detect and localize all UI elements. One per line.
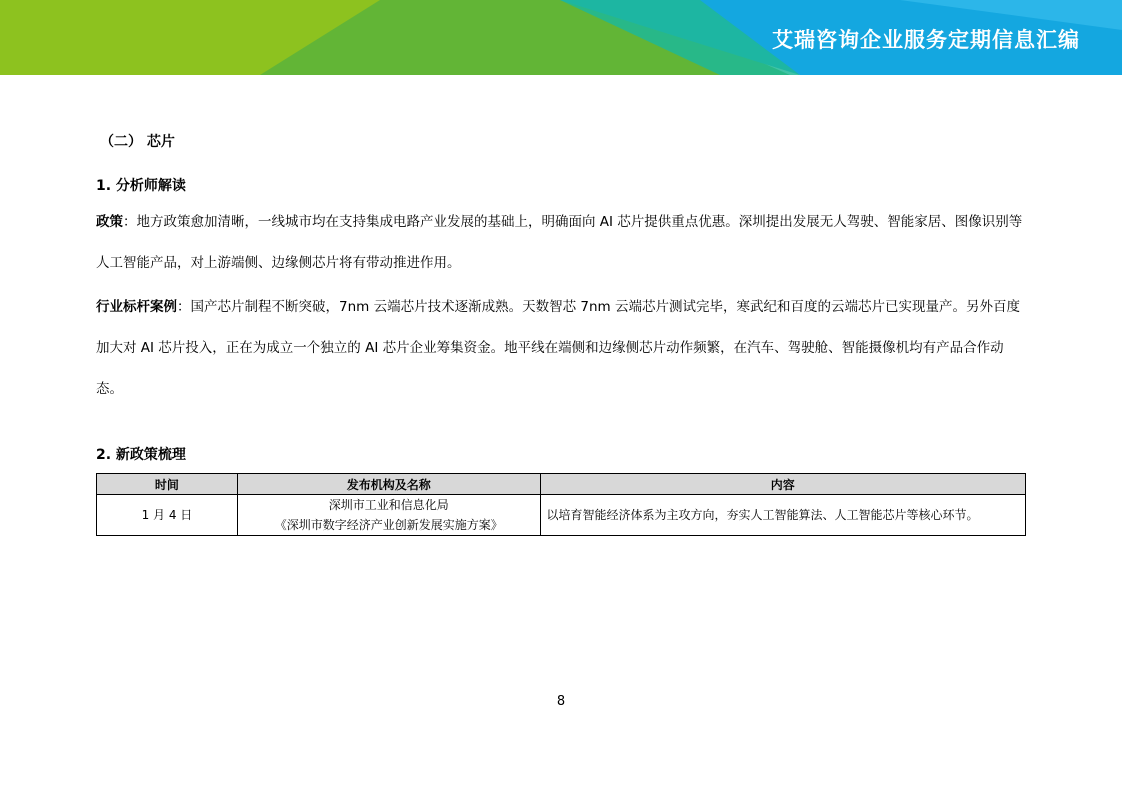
policy-paragraph <box>96 202 1028 284</box>
policy-text: ：地方政策愈加清晰，一线城市均在支持集成电路产业发展的基础上，明确面向 AI 芯片提供重点优惠。深圳提出发展无人驾驶、智能家居、图像识别等人工智能产品，对上游端侧、边缘侧芯片将有带动推进作用。 <box>96 214 1023 271</box>
policy-table <box>96 473 1026 536</box>
column-header-org: 发布机构及名称 <box>237 474 540 495</box>
cell-content: 以培育智能经济体系为主攻方向，夯实人工智能算法、人工智能芯片等核心环节。 <box>540 495 1025 536</box>
table-row <box>97 495 1026 536</box>
cell-org <box>237 495 540 536</box>
org-name: 深圳市工业和信息化局 <box>328 498 449 512</box>
policy-label: 政策 <box>96 214 123 230</box>
column-header-time: 时间 <box>97 474 238 495</box>
benchmark-text: ：国产芯片制程不断突破，7nm 云端芯片技术逐渐成熟。天数智芯 7nm 云端芯片测试完毕，寒武纪和百度的云端芯片已实现量产。另外百度加大对 AI 芯片投入，正在为成立一个独立的 AI 芯片企业筹集资金。地平线在端侧和边缘侧芯片动作频繁，在汽车、驾驶舱、智能摄像机均有产品合作动态。 <box>96 299 1020 397</box>
document-series-title: 艾瑞咨询企业服务定期信息汇编 <box>772 28 1080 52</box>
table-header-row <box>97 474 1026 495</box>
policy-document-name: 《深圳市数字经济产业创新发展实施方案》 <box>274 518 503 532</box>
new-policy-heading: 2. 新政策梳理 <box>96 447 186 463</box>
benchmark-paragraph <box>96 287 1028 410</box>
page-number: 8 <box>556 694 566 709</box>
cell-time: 1 月 4 日 <box>97 495 238 536</box>
column-header-content: 内容 <box>540 474 1025 495</box>
analysis-heading: 1. 分析师解读 <box>96 178 186 194</box>
section-heading: （二） 芯片 <box>100 134 175 150</box>
header-banner <box>0 0 1122 75</box>
benchmark-label: 行业标杆案例 <box>96 299 177 315</box>
